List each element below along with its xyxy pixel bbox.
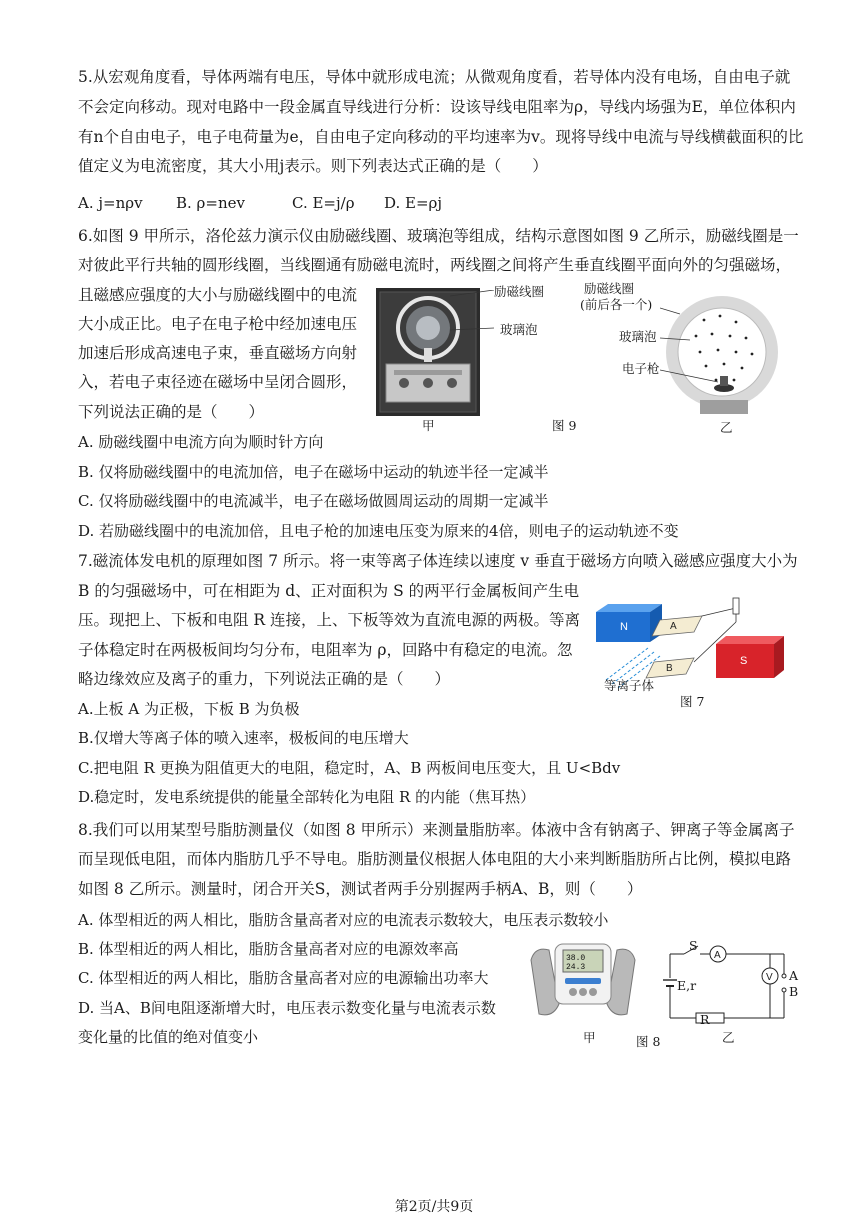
plate-b-label: B bbox=[666, 663, 673, 674]
q5-line-2: 不会定向移动。现对电路中一段金属直导线进行分析：设该导线电阻率为ρ，导线内场强为E，单位体积内 bbox=[78, 98, 796, 116]
q5-option-b: B. ρ=nev bbox=[176, 194, 245, 212]
figure-8-label-r: R bbox=[700, 1012, 710, 1027]
figure-8-label-a: A bbox=[789, 968, 799, 983]
q7-line-4: 子体稳定时在两极板间均匀分布，电阻率为 ρ，回路中有稳定的电流。忽 bbox=[78, 641, 573, 659]
q6-line-5: 加速后形成高速电子束，垂直磁场方向射 bbox=[78, 344, 358, 362]
figure-8-caption-yi: 乙 bbox=[722, 1030, 735, 1045]
page-footer: 第2页/共9页 bbox=[394, 1199, 474, 1215]
figure-7-label-plasma: 等离子体 bbox=[604, 678, 655, 693]
q8-option-b: B. 体型相近的两人相比，脂肪含量高者对应的电源效率高 bbox=[78, 940, 459, 958]
q6-line-1: 6.如图 9 甲所示，洛伦兹力演示仪由励磁线圈、玻璃泡等组成，结构示意图如图 9 乙所示，励磁线圈是一 bbox=[78, 227, 799, 245]
figure-8-label-s: S bbox=[689, 938, 698, 953]
q7-option-d: D.稳定时，发电系统提供的能量全部转化为电阻 R 的内能（焦耳热） bbox=[78, 788, 536, 806]
q7-line-5: 略边缘效应及离子的重力，下列说法正确的是（ ） bbox=[78, 670, 451, 688]
q5-line-3: 有n个自由电子，电子电荷量为e，自由电子定向移动的平均速率为v。现将导线中电流与导线横截面积的比 bbox=[78, 128, 804, 146]
q8-option-a: A. 体型相近的两人相比，脂肪含量高者对应的电流表示数较大，电压表示数较小 bbox=[78, 911, 609, 929]
q6-option-d: D. 若励磁线圈中的电流加倍，且电子枪的加速电压变为原来的4倍，则电子的运动轨迹不变 bbox=[78, 522, 679, 540]
figure-7-caption: 图 7 bbox=[680, 694, 705, 709]
q8-option-d: D. 当A、B间电阻逐渐增大时，电压表示数变化量与电流表示数 bbox=[78, 999, 496, 1017]
q8-option-d-cont: 变化量的比值的绝对值变小 bbox=[78, 1028, 259, 1046]
figure-9-label-bulb: 玻璃泡 bbox=[500, 322, 538, 337]
q5-line-4: 值定义为电流密度，其大小用j表示。则下列表达式正确的是（ ） bbox=[78, 157, 548, 175]
figure-8-caption: 图 8 bbox=[636, 1034, 661, 1049]
figure-9-leader-lines bbox=[450, 290, 498, 340]
q7-option-b: B.仅增大等离子体的喷入速率，极板间的电压增大 bbox=[78, 729, 409, 747]
q8-line-2: 而呈现低电阻，而体内脂肪几乎不导电。脂肪测量仪根据人体电阻的大小来判断脂肪所占比例，模拟电路 bbox=[78, 850, 792, 868]
device-screen-value-2: 24.3 bbox=[566, 963, 586, 972]
q6-line-4: 大小成正比。电子在电子枪中经加速电压 bbox=[78, 315, 358, 333]
figure-9-caption-jia: 甲 bbox=[422, 418, 435, 433]
q6-line-2: 对彼此平行共轴的圆形线圈，当线圈通有励磁电流时，两线圈之间将产生垂直线圈平面向外的匀强磁场， bbox=[78, 256, 792, 274]
figure-9-label-gun: 电子枪 bbox=[622, 361, 660, 376]
q6-option-c: C. 仅将励磁线圈中的电流减半，电子在磁场做圆周运动的周期一定减半 bbox=[78, 492, 549, 510]
figure-9-label-bulb-2: 玻璃泡 bbox=[619, 329, 657, 344]
figure-9-label-coil: 励磁线圈 bbox=[494, 284, 545, 299]
q8-line-1: 8.我们可以用某型号脂肪测量仪（如图 8 甲所示）来测量脂肪率。体液中含有钠离子、钾离子等金属离子 bbox=[78, 821, 795, 839]
q7-option-a: A.上板 A 为正极，下板 B 为负极 bbox=[78, 700, 300, 718]
figure-8-label-b: B bbox=[789, 984, 799, 999]
figure-8-label-er: E,r bbox=[677, 978, 697, 993]
magnet-s-label: S bbox=[740, 655, 748, 667]
figure-9-label-coil-2-note: (前后各一个) bbox=[580, 297, 653, 312]
q5-option-d: D. E=ρj bbox=[384, 194, 443, 212]
q7-line-3: 压。现把上、下板和电阻 R 连接，上、下板等效为直流电源的两极。等离 bbox=[78, 611, 581, 629]
q8-option-c: C. 体型相近的两人相比，脂肪含量高者对应的电源输出功率大 bbox=[78, 969, 489, 987]
device-screen-value-1: 38.0 bbox=[566, 954, 586, 963]
figure-9-schematic bbox=[660, 296, 788, 420]
plate-a-label: A bbox=[670, 621, 677, 632]
q6-line-7: 下列说法正确的是（ ） bbox=[78, 403, 265, 421]
figure-8-device bbox=[525, 940, 641, 1024]
q5-option-c: C. E=j/ρ bbox=[292, 194, 355, 212]
q6-line-6: 入，若电子束径迹在磁场中呈闭合圆形， bbox=[78, 373, 358, 391]
magnet-n-label: N bbox=[620, 621, 628, 633]
figure-9-caption-yi: 乙 bbox=[720, 420, 733, 435]
q6-option-a: A. 励磁线圈中电流方向为顺时针方向 bbox=[78, 433, 324, 451]
q7-line-2: B 的匀强磁场中，可在相距为 d、正对面积为 S 的两平行金属板间产生电 bbox=[78, 582, 580, 600]
q7-option-c: C.把电阻 R 更换为阻值更大的电阻，稳定时，A、B 两板间电压变大，且 U<Bdv bbox=[78, 759, 621, 777]
q6-line-3: 且磁感应强度的大小与励磁线圈中的电流 bbox=[78, 286, 358, 304]
figure-9-label-coil-2: 励磁线圈 bbox=[584, 281, 635, 296]
q5-line-1: 5.从宏观角度看，导体两端有电压，导体中就形成电流；从微观角度看，若导体内没有电场，自由电子就 bbox=[78, 68, 791, 86]
q8-line-3: 如图 8 乙所示。测量时，闭合开关S，测试者两手分别握两手柄A、B，则（ ） bbox=[78, 880, 643, 898]
q6-option-b: B. 仅将励磁线圈中的电流加倍，电子在磁场中运动的轨迹半径一定减半 bbox=[78, 463, 549, 481]
q7-line-1: 7.磁流体发电机的原理如图 7 所示。将一束等离子体连续以速度 v 垂直于磁场方向喷入磁感应强度大小为 bbox=[78, 552, 798, 570]
q5-option-a: A. j=nρv bbox=[78, 194, 143, 212]
ammeter-label: A bbox=[714, 950, 721, 961]
figure-9-caption: 图 9 bbox=[552, 418, 577, 433]
voltmeter-label: V bbox=[766, 972, 773, 983]
figure-8-caption-jia: 甲 bbox=[583, 1030, 596, 1045]
